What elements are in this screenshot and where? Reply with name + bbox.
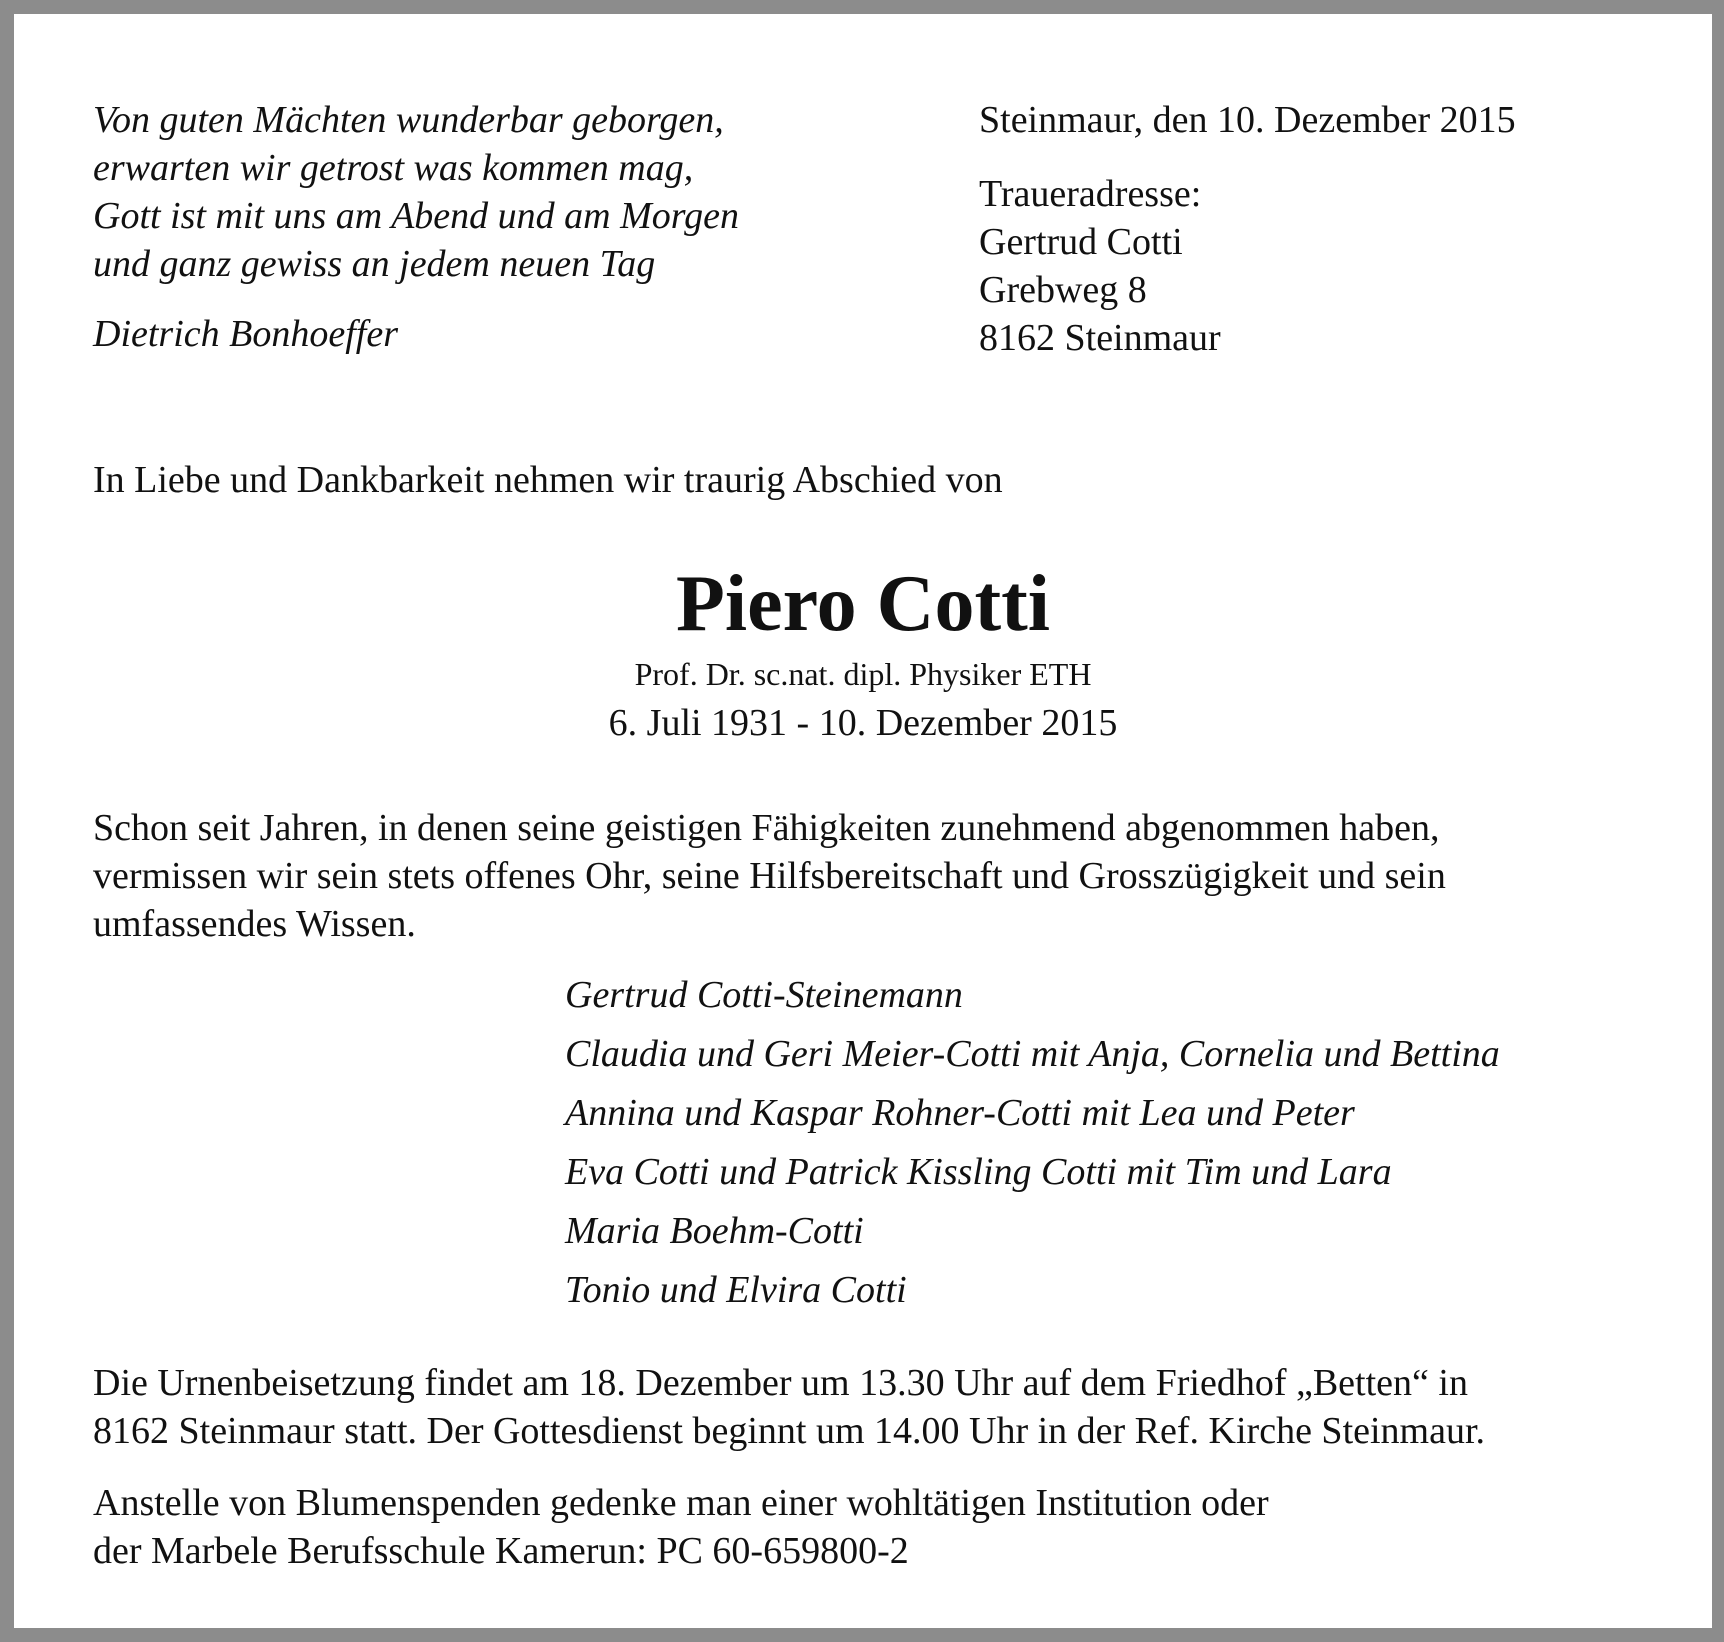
life-dates: 6. Juli 1931 - 10. Dezember 2015 — [608, 702, 1118, 744]
mourners-list — [565, 966, 1500, 1320]
address-street: Grebweg 8 — [979, 269, 1147, 311]
deceased-name: Piero Cotti — [676, 560, 1050, 648]
mourner-entry: Claudia und Geri Meier-Cotti mit Anja, Cornelia und Bettina — [565, 1033, 1500, 1075]
burial-line: 8162 Steinmaur statt. Der Gottesdienst beginnt um 14.00 Uhr in der Ref. Kirche Steinmaur. — [93, 1410, 1486, 1452]
paragraph-line: umfassendes Wissen. — [93, 903, 416, 945]
mourner-entry: Tonio und Elvira Cotti — [565, 1269, 907, 1311]
donation-line: Anstelle von Blumenspenden gedenke man einer wohltätigen Institution oder — [93, 1482, 1269, 1524]
donation-info — [93, 1479, 1269, 1575]
mourner-entry: Gertrud Cotti-Steinemann — [565, 974, 963, 1016]
paragraph-line: vermissen wir sein stets offenes Ohr, seine Hilfsbereitschaft und Grosszügigkeit und sein — [93, 855, 1446, 897]
deceased-title: Prof. Dr. sc.nat. dipl. Physiker ETH — [634, 656, 1092, 692]
mourning-address — [979, 170, 1221, 362]
intro-text: In Liebe und Dankbarkeit nehmen wir traurig Abschied von — [93, 459, 1003, 501]
quote-author: Dietrich Bonhoeffer — [93, 313, 398, 355]
burial-line: Die Urnenbeisetzung findet am 18. Dezember um 13.30 Uhr auf dem Friedhof „Betten“ in — [93, 1362, 1468, 1404]
address-city: 8162 Steinmaur — [979, 317, 1221, 359]
mourner-entry: Annina und Kaspar Rohner-Cotti mit Lea und Peter — [565, 1092, 1355, 1134]
address-name: Gertrud Cotti — [979, 221, 1183, 263]
obituary-notice — [14, 14, 1712, 1628]
place-date-line: Steinmaur, den 10. Dezember 2015 — [979, 99, 1516, 141]
paragraph-line: Schon seit Jahren, in denen seine geistigen Fähigkeiten zunehmend abgenommen haben, — [93, 807, 1440, 849]
quote-line: Von guten Mächten wunderbar geborgen, — [93, 99, 724, 141]
mourner-entry: Maria Boehm-Cotti — [565, 1210, 864, 1252]
quote-line: und ganz gewiss an jedem neuen Tag — [93, 243, 656, 285]
bonhoeffer-quote — [93, 96, 739, 288]
remembrance-paragraph — [93, 804, 1446, 948]
donation-line: der Marbele Berufsschule Kamerun: PC 60-659800-2 — [93, 1530, 909, 1572]
address-label: Traueradresse: — [979, 173, 1202, 215]
quote-line: erwarten wir getrost was kommen mag, — [93, 147, 694, 189]
quote-line: Gott ist mit uns am Abend und am Morgen — [93, 195, 739, 237]
burial-info — [93, 1359, 1485, 1455]
mourner-entry: Eva Cotti und Patrick Kissling Cotti mit Tim und Lara — [565, 1151, 1392, 1193]
